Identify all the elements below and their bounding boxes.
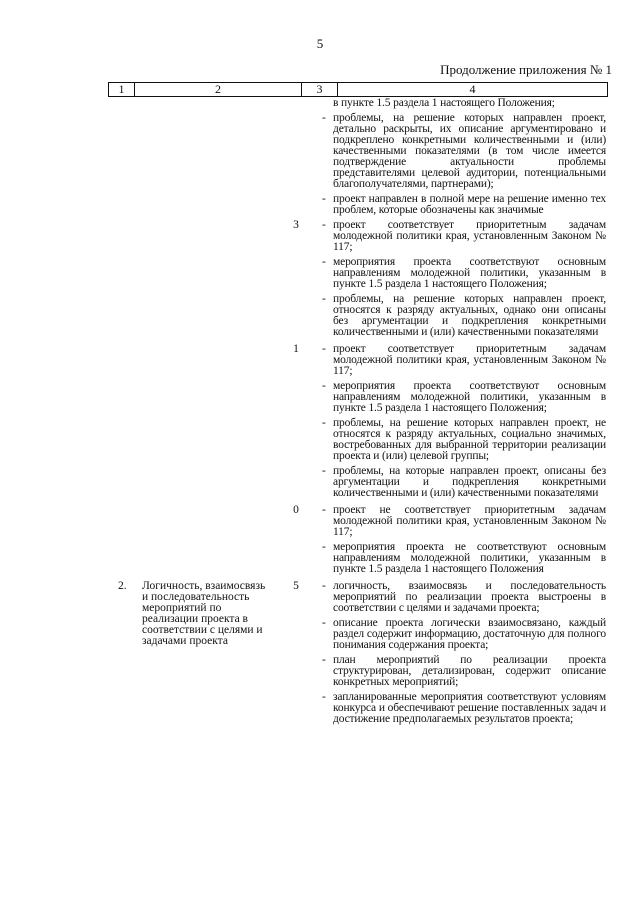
criterion-row [0, 581, 640, 725]
criteria-list [322, 220, 606, 338]
criteria-list [322, 98, 606, 216]
page-number: 5 [316, 36, 324, 51]
list-item: - проект не соответствует приоритетным задачам молодежной политики края, установленным Законом № 117; [322, 504, 606, 538]
list-item: - проект соответствует приоритетным задачам молодежной политики края, установленным Законом № 117; [322, 343, 606, 377]
score-block [0, 505, 640, 575]
table-header-row [108, 82, 608, 97]
criterion-number: 2. [118, 580, 127, 592]
list-item: - план мероприятий по реализации проекта структурирован, детализирован, содержит описание конкретных мероприятий; [322, 654, 606, 688]
list-item: - проблемы, на решение которых направлен проект, детально раскрыты, их описание аргументировано и подкреплено конкретными количественными и (или) качественными показателями (в том числе имеется подтверждение актуальности проблемы представителями целевой аудитории, потенциальными благополучателями, партнерами); [322, 112, 606, 190]
header-cell-3: 3 [302, 83, 338, 96]
list-item: в пункте 1.5 раздела 1 настоящего Положения; [333, 97, 555, 109]
list-item: - логичность, взаимосвязь и последовательность мероприятий по реализации проекта выстроены в соответствии с целями и задачами проекта; [322, 580, 606, 614]
criteria-table-body [0, 98, 640, 729]
list-item: - описание проекта логически взаимосвязано, каждый раздел содержит информацию, достаточную для полного понимания содержания проекта; [322, 617, 606, 651]
criteria-list [322, 581, 606, 725]
list-item: - мероприятия проекта соответствуют основным направлениям молодежной политики, указанным в пункте 1.5 раздела 1 настоящего Положения; [322, 256, 606, 290]
list-item: - проблемы, на решение которых направлен проект, не относятся к разряду актуальных, социально значимых, востребованных для выбранной территории реализации проекта и (или) целевой группы; [322, 417, 606, 462]
header-cell-4: 4 [469, 82, 476, 96]
criteria-list [322, 505, 606, 575]
criteria-list [322, 344, 606, 499]
score-value: 0 [293, 504, 299, 516]
list-item: - проект соответствует приоритетным задачам молодежной политики края, установленным Законом № 117; [322, 219, 606, 253]
list-item: - запланированные мероприятия соответствуют условиям конкурса и обеспечивают решение поставленных задач и достижение предполагаемых результатов проекта; [322, 691, 606, 725]
criterion-title: Логичность, взаимосвязь и последовательность мероприятий по реализации проекта в соответствии с целями и задачами проекта [142, 580, 266, 647]
score-block [0, 98, 640, 216]
list-item: - проблемы, на которые направлен проект, описаны без аргументации и подкрепления конкретными количественными и (или) качественными показателями [322, 465, 606, 499]
score-value: 1 [293, 343, 299, 355]
header-cell-1: 1 [109, 83, 135, 96]
list-item: - мероприятия проекта соответствуют основным направлениям молодежной политики, указанным в пункте 1.5 раздела 1 настоящего Положения; [322, 380, 606, 414]
appendix-continuation-label: Продолжение приложения № 1 [440, 62, 612, 77]
header-cell-2: 2 [135, 83, 302, 96]
score-block [0, 344, 640, 499]
score-block [0, 220, 640, 338]
score-value: 5 [293, 580, 299, 592]
list-item: - проект направлен в полной мере на решение именно тех проблем, которые обозначены как значимые [322, 193, 606, 216]
score-value: 3 [293, 219, 299, 231]
list-item: - мероприятия проекта не соответствуют основным направлениям молодежной политики, указанным в пункте 1.5 раздела 1 настоящего Положения [322, 541, 606, 575]
list-item: - проблемы, на решение которых направлен проект, относятся к разряду актуальных, однако они описаны без аргументации и подкрепления конкретными количественными и (или) качественными показателями [322, 293, 606, 338]
